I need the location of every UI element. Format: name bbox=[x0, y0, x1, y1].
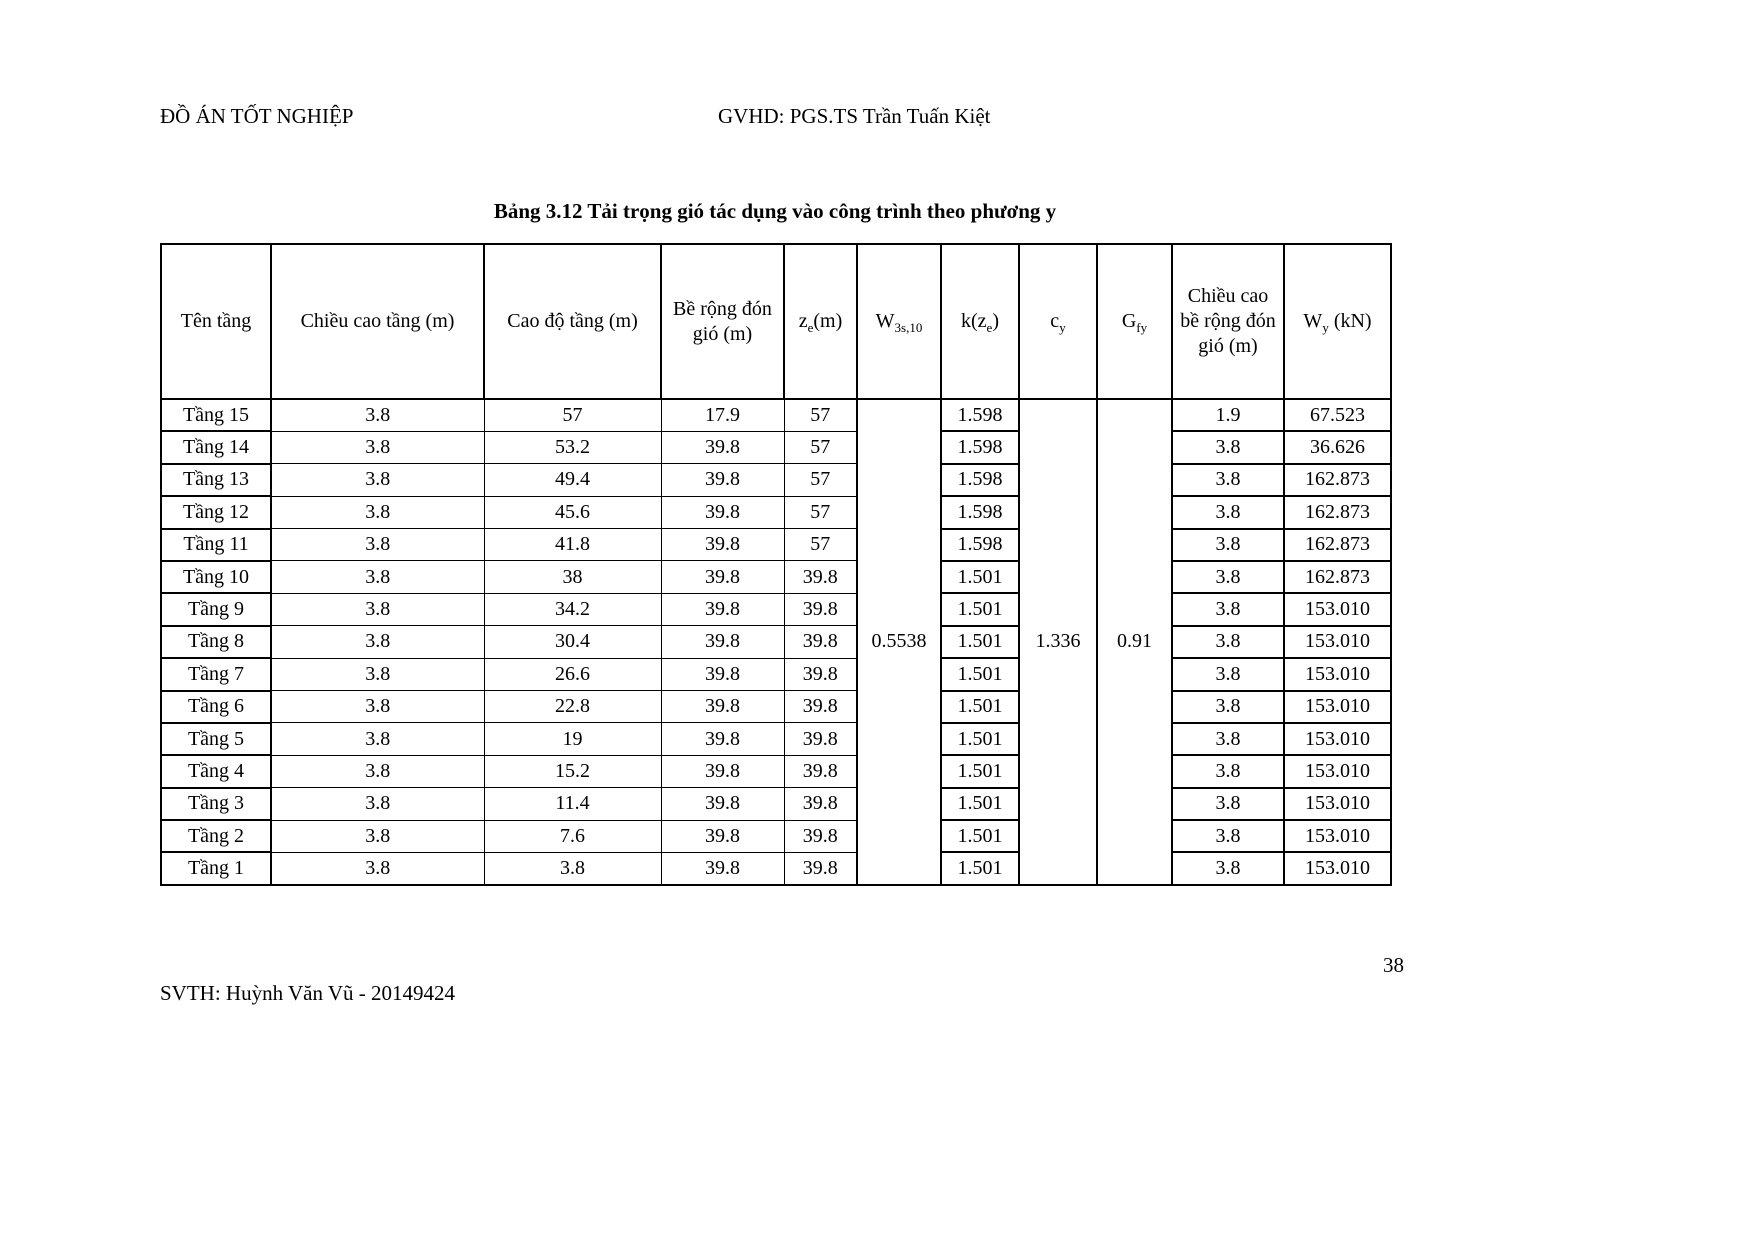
col-header-ten-tang: Tên tầng bbox=[161, 244, 271, 399]
cell-cao-do-tang: 22.8 bbox=[484, 691, 661, 723]
page-number: 38 bbox=[1383, 953, 1404, 977]
cell-ten-tang: Tầng 6 bbox=[161, 691, 271, 723]
cell-chieu-cao-be-rong: 3.8 bbox=[1172, 464, 1284, 496]
cell-wy: 162.873 bbox=[1284, 496, 1391, 528]
cell-kze: 1.501 bbox=[941, 593, 1019, 625]
table-row bbox=[161, 788, 1391, 820]
cell-wy: 162.873 bbox=[1284, 464, 1391, 496]
cell-chieu-cao-tang: 3.8 bbox=[271, 496, 484, 528]
cell-be-rong-don-gio: 17.9 bbox=[661, 399, 784, 431]
cell-be-rong-don-gio: 39.8 bbox=[661, 496, 784, 528]
cell-chieu-cao-tang: 3.8 bbox=[271, 658, 484, 690]
ze-subscript: e bbox=[807, 320, 814, 335]
cell-chieu-cao-tang: 3.8 bbox=[271, 820, 484, 852]
cell-kze: 1.501 bbox=[941, 723, 1019, 755]
cell-chieu-cao-tang: 3.8 bbox=[271, 852, 484, 884]
col-header-gfy bbox=[1097, 244, 1172, 399]
cell-ze: 39.8 bbox=[784, 723, 857, 755]
cell-w3s10-merged: 0.5538 bbox=[857, 399, 941, 885]
cell-chieu-cao-be-rong: 1.9 bbox=[1172, 399, 1284, 431]
cell-chieu-cao-tang: 3.8 bbox=[271, 431, 484, 463]
cell-gfy-merged: 0.91 bbox=[1097, 399, 1172, 885]
cell-ze: 39.8 bbox=[784, 820, 857, 852]
cell-wy: 153.010 bbox=[1284, 852, 1391, 884]
col-header-chieu-cao-be-rong: Chiều cao bề rộng đón gió (m) bbox=[1172, 244, 1284, 399]
cell-ten-tang: Tầng 13 bbox=[161, 464, 271, 496]
cell-ze: 57 bbox=[784, 431, 857, 463]
cell-ten-tang: Tầng 14 bbox=[161, 431, 271, 463]
cell-ze: 57 bbox=[784, 464, 857, 496]
cell-chieu-cao-be-rong: 3.8 bbox=[1172, 529, 1284, 561]
cell-wy: 153.010 bbox=[1284, 593, 1391, 625]
cell-chieu-cao-be-rong: 3.8 bbox=[1172, 691, 1284, 723]
cell-ze: 57 bbox=[784, 399, 857, 431]
table-row bbox=[161, 496, 1391, 528]
cell-cao-do-tang: 26.6 bbox=[484, 658, 661, 690]
cell-wy: 36.626 bbox=[1284, 431, 1391, 463]
cell-cao-do-tang: 53.2 bbox=[484, 431, 661, 463]
cell-chieu-cao-tang: 3.8 bbox=[271, 626, 484, 658]
cell-kze: 1.501 bbox=[941, 788, 1019, 820]
cell-ten-tang: Tầng 7 bbox=[161, 658, 271, 690]
table-title: Bảng 3.12 Tải trọng gió tác dụng vào công trình theo phương y bbox=[493, 199, 1057, 223]
cell-kze: 1.501 bbox=[941, 691, 1019, 723]
cell-ze: 39.8 bbox=[784, 691, 857, 723]
cell-ten-tang: Tầng 15 bbox=[161, 399, 271, 431]
cell-chieu-cao-be-rong: 3.8 bbox=[1172, 431, 1284, 463]
cell-wy: 153.010 bbox=[1284, 723, 1391, 755]
cell-kze: 1.598 bbox=[941, 529, 1019, 561]
cell-wy: 153.010 bbox=[1284, 755, 1391, 787]
cell-ze: 57 bbox=[784, 496, 857, 528]
cell-chieu-cao-tang: 3.8 bbox=[271, 529, 484, 561]
cell-ten-tang: Tầng 4 bbox=[161, 755, 271, 787]
cell-be-rong-don-gio: 39.8 bbox=[661, 788, 784, 820]
cell-chieu-cao-tang: 3.8 bbox=[271, 755, 484, 787]
cell-chieu-cao-be-rong: 3.8 bbox=[1172, 496, 1284, 528]
kze-close: ) bbox=[992, 310, 999, 332]
document-footer: SVTH: Huỳnh Văn Vũ - 20149424 bbox=[160, 981, 455, 1005]
cell-chieu-cao-be-rong: 3.8 bbox=[1172, 852, 1284, 884]
col-header-w3s10 bbox=[857, 244, 941, 399]
cell-chieu-cao-tang: 3.8 bbox=[271, 691, 484, 723]
cell-be-rong-don-gio: 39.8 bbox=[661, 529, 784, 561]
cell-kze: 1.501 bbox=[941, 820, 1019, 852]
cell-wy: 153.010 bbox=[1284, 691, 1391, 723]
col-header-kze bbox=[941, 244, 1019, 399]
cell-ten-tang: Tầng 5 bbox=[161, 723, 271, 755]
cell-kze: 1.598 bbox=[941, 431, 1019, 463]
ze-main: z bbox=[798, 310, 808, 332]
table-row bbox=[161, 755, 1391, 787]
cell-be-rong-don-gio: 39.8 bbox=[661, 691, 784, 723]
cell-ten-tang: Tầng 9 bbox=[161, 593, 271, 625]
document-header bbox=[160, 104, 1390, 134]
cell-ze: 39.8 bbox=[784, 561, 857, 593]
ze-unit: (m) bbox=[813, 310, 843, 332]
cell-chieu-cao-tang: 3.8 bbox=[271, 593, 484, 625]
w3s10-main: W bbox=[875, 310, 895, 332]
cell-chieu-cao-tang: 3.8 bbox=[271, 399, 484, 431]
cell-ze: 39.8 bbox=[784, 658, 857, 690]
cell-be-rong-don-gio: 39.8 bbox=[661, 852, 784, 884]
cell-be-rong-don-gio: 39.8 bbox=[661, 431, 784, 463]
table-row bbox=[161, 593, 1391, 625]
cy-main: c bbox=[1050, 310, 1060, 332]
cell-ten-tang: Tầng 10 bbox=[161, 561, 271, 593]
kze-subscript: e bbox=[986, 320, 993, 335]
cell-cao-do-tang: 34.2 bbox=[484, 593, 661, 625]
cell-cao-do-tang: 30.4 bbox=[484, 626, 661, 658]
cell-ten-tang: Tầng 3 bbox=[161, 788, 271, 820]
cell-wy: 162.873 bbox=[1284, 561, 1391, 593]
header-left-text: ĐỒ ÁN TỐT NGHIỆP bbox=[160, 104, 354, 128]
wind-load-table bbox=[160, 243, 1392, 886]
table-row bbox=[161, 529, 1391, 561]
cell-chieu-cao-be-rong: 3.8 bbox=[1172, 593, 1284, 625]
cell-chieu-cao-be-rong: 3.8 bbox=[1172, 788, 1284, 820]
cell-ten-tang: Tầng 12 bbox=[161, 496, 271, 528]
cell-kze: 1.501 bbox=[941, 755, 1019, 787]
col-header-be-rong-don-gio: Bề rộng đón gió (m) bbox=[661, 244, 784, 399]
gfy-subscript: fy bbox=[1136, 320, 1148, 335]
w3s10-subscript: 3s,10 bbox=[894, 320, 923, 335]
cell-ten-tang: Tầng 11 bbox=[161, 529, 271, 561]
cell-ze: 39.8 bbox=[784, 755, 857, 787]
cell-ze: 39.8 bbox=[784, 626, 857, 658]
table-row bbox=[161, 561, 1391, 593]
cell-kze: 1.501 bbox=[941, 561, 1019, 593]
cell-wy: 153.010 bbox=[1284, 658, 1391, 690]
cell-ten-tang: Tầng 1 bbox=[161, 852, 271, 884]
table-row bbox=[161, 723, 1391, 755]
cell-kze: 1.598 bbox=[941, 496, 1019, 528]
cell-wy: 153.010 bbox=[1284, 820, 1391, 852]
cell-wy: 153.010 bbox=[1284, 626, 1391, 658]
cell-cy-merged: 1.336 bbox=[1019, 399, 1097, 885]
cell-cao-do-tang: 41.8 bbox=[484, 529, 661, 561]
cy-subscript: y bbox=[1059, 320, 1066, 335]
cell-be-rong-don-gio: 39.8 bbox=[661, 593, 784, 625]
cell-chieu-cao-be-rong: 3.8 bbox=[1172, 820, 1284, 852]
cell-ten-tang: Tầng 2 bbox=[161, 820, 271, 852]
cell-cao-do-tang: 45.6 bbox=[484, 496, 661, 528]
cell-ze: 57 bbox=[784, 529, 857, 561]
col-header-cao-do-tang: Cao độ tầng (m) bbox=[484, 244, 661, 399]
kze-main: k(z bbox=[961, 310, 987, 332]
cell-wy: 162.873 bbox=[1284, 529, 1391, 561]
cell-ze: 39.8 bbox=[784, 852, 857, 884]
table-row bbox=[161, 399, 1391, 431]
col-header-cy bbox=[1019, 244, 1097, 399]
cell-cao-do-tang: 15.2 bbox=[484, 755, 661, 787]
cell-cao-do-tang: 38 bbox=[484, 561, 661, 593]
wy-unit: (kN) bbox=[1328, 310, 1372, 332]
cell-chieu-cao-tang: 3.8 bbox=[271, 464, 484, 496]
cell-ze: 39.8 bbox=[784, 593, 857, 625]
cell-chieu-cao-tang: 3.8 bbox=[271, 723, 484, 755]
table-row bbox=[161, 852, 1391, 884]
header-right-text: GVHD: PGS.TS Trần Tuấn Kiệt bbox=[718, 104, 991, 128]
cell-ze: 39.8 bbox=[784, 788, 857, 820]
cell-be-rong-don-gio: 39.8 bbox=[661, 626, 784, 658]
table-row bbox=[161, 691, 1391, 723]
table-row bbox=[161, 658, 1391, 690]
col-header-wy bbox=[1284, 244, 1391, 399]
cell-chieu-cao-be-rong: 3.8 bbox=[1172, 755, 1284, 787]
cell-chieu-cao-be-rong: 3.8 bbox=[1172, 723, 1284, 755]
cell-kze: 1.501 bbox=[941, 852, 1019, 884]
table-header-row bbox=[161, 244, 1391, 399]
cell-chieu-cao-tang: 3.8 bbox=[271, 561, 484, 593]
cell-cao-do-tang: 49.4 bbox=[484, 464, 661, 496]
cell-cao-do-tang: 3.8 bbox=[484, 852, 661, 884]
gfy-main: G bbox=[1121, 310, 1137, 332]
cell-chieu-cao-be-rong: 3.8 bbox=[1172, 626, 1284, 658]
cell-be-rong-don-gio: 39.8 bbox=[661, 561, 784, 593]
cell-wy: 153.010 bbox=[1284, 788, 1391, 820]
cell-be-rong-don-gio: 39.8 bbox=[661, 464, 784, 496]
cell-cao-do-tang: 19 bbox=[484, 723, 661, 755]
cell-be-rong-don-gio: 39.8 bbox=[661, 820, 784, 852]
cell-chieu-cao-tang: 3.8 bbox=[271, 788, 484, 820]
cell-cao-do-tang: 7.6 bbox=[484, 820, 661, 852]
col-header-chieu-cao-tang: Chiều cao tầng (m) bbox=[271, 244, 484, 399]
table-row bbox=[161, 464, 1391, 496]
wy-main: W bbox=[1303, 310, 1323, 332]
cell-ten-tang: Tầng 8 bbox=[161, 626, 271, 658]
cell-be-rong-don-gio: 39.8 bbox=[661, 755, 784, 787]
cell-chieu-cao-be-rong: 3.8 bbox=[1172, 561, 1284, 593]
cell-kze: 1.598 bbox=[941, 399, 1019, 431]
col-header-ze bbox=[784, 244, 857, 399]
table-row bbox=[161, 626, 1391, 658]
cell-be-rong-don-gio: 39.8 bbox=[661, 723, 784, 755]
table-row bbox=[161, 820, 1391, 852]
cell-wy: 67.523 bbox=[1284, 399, 1391, 431]
cell-cao-do-tang: 57 bbox=[484, 399, 661, 431]
cell-be-rong-don-gio: 39.8 bbox=[661, 658, 784, 690]
cell-kze: 1.501 bbox=[941, 626, 1019, 658]
cell-cao-do-tang: 11.4 bbox=[484, 788, 661, 820]
wy-subscript: y bbox=[1322, 320, 1329, 335]
table-row bbox=[161, 431, 1391, 463]
cell-kze: 1.598 bbox=[941, 464, 1019, 496]
cell-chieu-cao-be-rong: 3.8 bbox=[1172, 658, 1284, 690]
cell-kze: 1.501 bbox=[941, 658, 1019, 690]
